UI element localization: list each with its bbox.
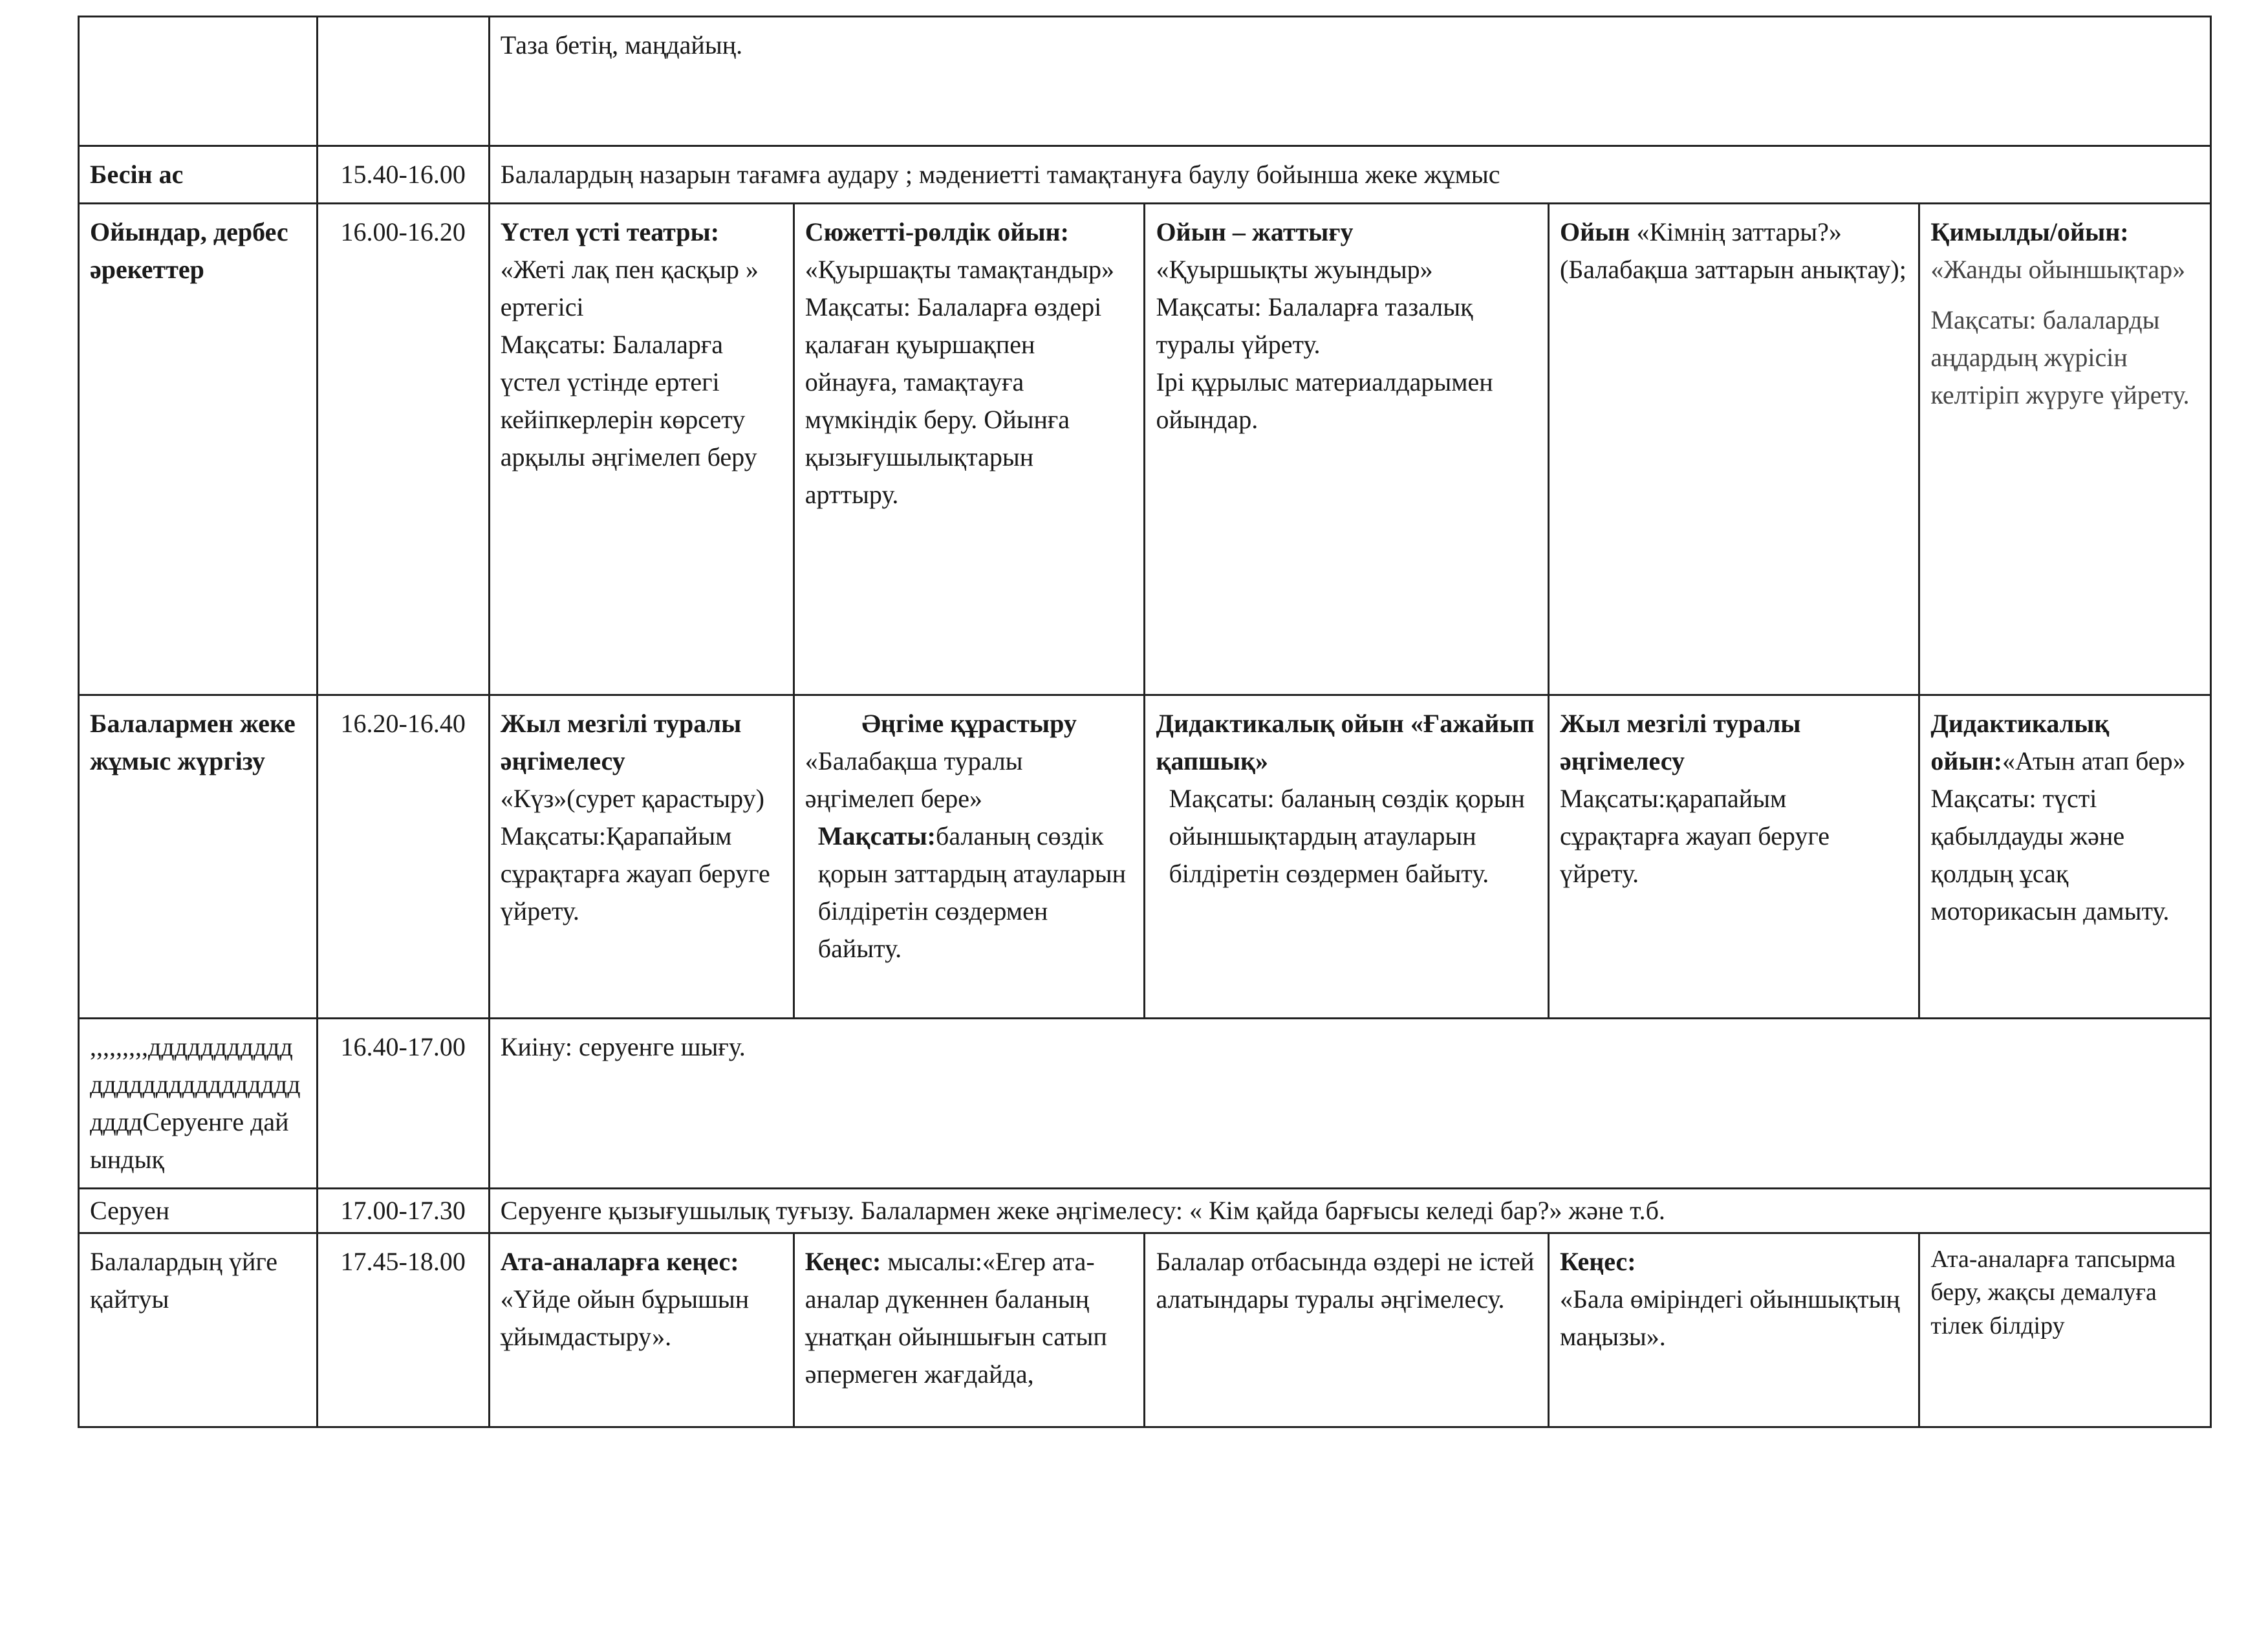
row-label-games: Ойындар, дербес әрекеттер bbox=[79, 204, 318, 695]
home-cell-2: Кеңес: мысалы:«Егер ата-аналар дүкеннен баланың ұнатқан ойыншығын сатып әпермеген жағдайда, bbox=[794, 1233, 1145, 1427]
row-time-games: 16.00-16.20 bbox=[317, 204, 489, 695]
row-label-besin-as: Бесін ас bbox=[79, 146, 318, 204]
individual-cell-2: Әңгіме құрастыру «Балабақша туралы әңгімелеп бере» Мақсаты:баланың сөздік қорын заттардың атауларын білдіретін сөздермен байыту. bbox=[794, 695, 1145, 1019]
home-cell-4: Кеңес: «Бала өміріндегі ойыншықтың маңызы». bbox=[1549, 1233, 1919, 1427]
daily-plan-table bbox=[78, 16, 2212, 1428]
games-cell-4: Ойын «Кімнің заттары?» (Балабақша заттарын анықтау); bbox=[1549, 204, 1919, 695]
table-row-games bbox=[79, 204, 2211, 695]
row-time-prep: 16.40-17.00 bbox=[317, 1019, 489, 1189]
games-cell-3: Ойын – жаттығу «Қуыршықты жуындыр» Мақсаты: Балаларға тазалық туралы үйрету. Ірі құрылыс материалдарымен ойындар. bbox=[1145, 204, 1549, 695]
table-row-home bbox=[79, 1233, 2211, 1427]
home-cell-1: Ата-аналарға кеңес: «Үйде ойын бұрышын ұйымдастыру». bbox=[489, 1233, 794, 1427]
row-label-walk: Серуен bbox=[79, 1189, 318, 1233]
home-cell-5: Ата-аналарға тапсырма беру, жақсы демалуға тілек білдіру bbox=[1919, 1233, 2211, 1427]
individual-cell-4: Жыл мезгілі туралы әңгімелесу Мақсаты:қарапайым сұрақтарға жауап беруге үйрету. bbox=[1549, 695, 1919, 1019]
games-cell-5: Қимылды/ойын: «Жанды ойыншықтар» Мақсаты: балаларды аңдардың жүрісін келтіріп жүруге үйрету. bbox=[1919, 204, 2211, 695]
row-time-empty bbox=[317, 17, 489, 146]
table-row-top bbox=[79, 17, 2211, 146]
row-time-home: 17.45-18.00 bbox=[317, 1233, 489, 1427]
row-time-walk: 17.00-17.30 bbox=[317, 1189, 489, 1233]
row-label-home: Балалардың үйге қайтуы bbox=[79, 1233, 318, 1427]
table-row-individual bbox=[79, 695, 2211, 1019]
besin-as-text-cell: Балалардың назарын тағамға аудару ; мәдениетті тамақтануға баулу бойынша жеке жұмыс bbox=[489, 146, 2210, 204]
table-row-besin-as bbox=[79, 146, 2211, 204]
row-label-empty bbox=[79, 17, 318, 146]
individual-cell-5: Дидактикалық ойын:«Атын атап бер» Мақсаты: түсті қабылдауды және қолдың ұсақ моторикасын дамыту. bbox=[1919, 695, 2211, 1019]
walk-text-cell: Серуенге қызығушылық туғызу. Балалармен жеке әңгімелесу: « Кім қайда барғысы келеді бар?» және т.б. bbox=[489, 1189, 2210, 1233]
top-text-cell bbox=[489, 17, 2210, 146]
home-cell-3: Балалар отбасында өздері не істей алатындары туралы әңгімелесу. bbox=[1145, 1233, 1549, 1427]
row-label-individual: Балалармен жеке жұмыс жүргізу bbox=[79, 695, 318, 1019]
table-row-walk bbox=[79, 1189, 2211, 1233]
row-label-prep: ,,,,,,,,,дддддддддддддддддддддддддддддддСеруенге дайындық bbox=[79, 1019, 318, 1189]
top-text: Таза бетің, маңдайың. bbox=[500, 30, 743, 60]
row-time-individual: 16.20-16.40 bbox=[317, 695, 489, 1019]
table-row-prep bbox=[79, 1019, 2211, 1189]
games-cell-2: Сюжетті-рөлдік ойын: «Қуыршақты тамақтандыр» Мақсаты: Балаларға өздері қалаған қуыршақпен ойнауға, тамақтауға мүмкіндік беру. Ойынға қызығушылықтарын арттыру. bbox=[794, 204, 1145, 695]
individual-cell-3: Дидактикалық ойын «Ғажайып қапшық» Мақсаты: баланың сөздік қорын ойыншықтардың атауларын білдіретін сөздермен байыту. bbox=[1145, 695, 1549, 1019]
prep-text-cell: Киіну: серуенге шығу. bbox=[489, 1019, 2210, 1189]
plan-sheet bbox=[78, 16, 2218, 1420]
individual-cell-1: Жыл мезгілі туралы әңгімелесу «Күз»(сурет қарастыру) Мақсаты:Қарапайым сұрақтарға жауап беруге үйрету. bbox=[489, 695, 794, 1019]
row-time-besin-as: 15.40-16.00 bbox=[317, 146, 489, 204]
games-cell-1: Үстел үсті театры: «Жеті лақ пен қасқыр » ертегісі Мақсаты: Балаларға үстел үстінде ертегі кейіпкерлерін көрсету арқылы әңгімелеп беру bbox=[489, 204, 794, 695]
